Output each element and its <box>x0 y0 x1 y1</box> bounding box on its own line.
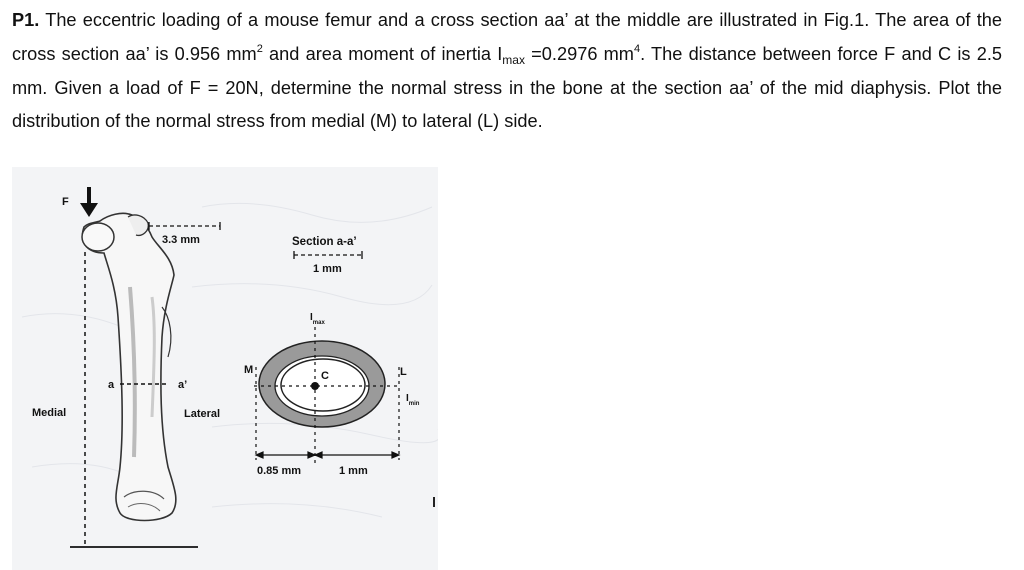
section-a-label: a <box>108 379 115 391</box>
problem-text-2: and area moment of inertia I <box>262 43 503 64</box>
figure-1 <box>12 167 438 570</box>
section-scale-label: 1 mm <box>313 263 342 275</box>
problem-text-4: . The distance between force F and C is 2.5 mm. Given a load of F = 20N, determine the normal stress in the bone at the section aa’ of the mid diaphysis. Plot the distribution of the normal stress from medial (M) to lateral (L) side. <box>12 43 1002 132</box>
femur-bone <box>82 213 176 520</box>
edge-mark <box>433 497 435 507</box>
section-title: Section a-a’ <box>292 236 357 248</box>
dim-1mm-label: 1 mm <box>339 465 368 477</box>
centroid-marker <box>311 382 319 390</box>
problem-text-3: =0.2976 mm <box>524 43 634 64</box>
femur-diagram <box>12 167 438 570</box>
cross-section <box>259 341 385 427</box>
imin-label: $I_{min}$ <box>406 393 420 407</box>
dim-0-85mm-label: 0.85 mm <box>257 465 302 477</box>
imax-label: $I_{max}$ <box>310 312 325 326</box>
section-a-prime-label: a’ <box>178 379 188 391</box>
lateral-point-label: L <box>400 366 407 378</box>
centroid-label: C <box>321 370 329 382</box>
force-label: F <box>62 196 69 208</box>
problem-text-1: The eccentric loading of a mouse femur and a cross section aa’ at the middle are illustrated in Fig.1. The area of the cross section aa’ is 0.956 mm <box>12 10 1002 64</box>
imax-subscript: max <box>502 52 525 67</box>
force-arrow <box>80 187 98 217</box>
problem-label: P1. <box>12 10 40 30</box>
area-unit-exponent: 2 <box>256 42 263 55</box>
problem-statement <box>12 4 1002 139</box>
medial-point-label: M <box>244 364 254 376</box>
medial-label: Medial <box>32 407 67 419</box>
dim-3-3mm-label: 3.3 mm <box>162 234 200 246</box>
dim-3-3mm-line <box>149 222 220 230</box>
bottom-dimension <box>256 452 399 458</box>
inertia-unit-exponent: 4 <box>633 42 641 55</box>
section-scale-line <box>294 251 362 259</box>
lateral-label: Lateral <box>184 408 221 420</box>
